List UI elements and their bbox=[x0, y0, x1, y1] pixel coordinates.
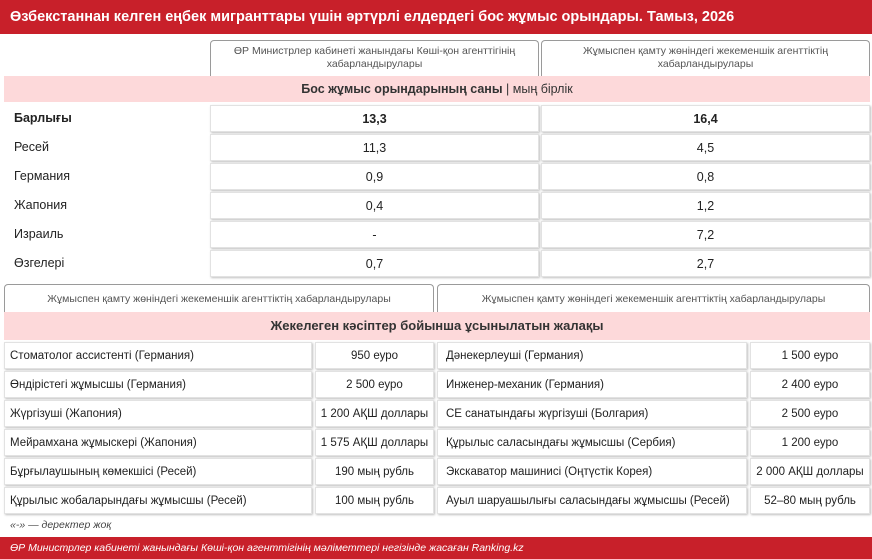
value-ministry: 0,7 bbox=[210, 250, 539, 277]
table-row bbox=[4, 428, 870, 457]
job-left: Мейрамхана жұмыскері (Жапония) bbox=[4, 429, 312, 456]
salary-left: 1 575 АҚШ доллары bbox=[315, 429, 434, 456]
table-row bbox=[4, 191, 870, 220]
value-private: 1,2 bbox=[541, 192, 870, 219]
job-right: Дәнекерлеуші (Германия) bbox=[437, 342, 747, 369]
band-unit: мың бірлік bbox=[512, 82, 573, 96]
band-title: Бос жұмыс орындарының саны bbox=[301, 82, 503, 96]
job-left: Жүргізуші (Жапония) bbox=[4, 400, 312, 427]
col-header-private-agency-left: Жұмыспен қамту жөніндегі жекеменшік агенттіктің хабарландырулары bbox=[4, 284, 434, 312]
row-label: Ресей bbox=[14, 140, 49, 154]
table-row bbox=[4, 249, 870, 278]
salary-right: 2 500 еуро bbox=[750, 400, 870, 427]
value-private: 4,5 bbox=[541, 134, 870, 161]
col-header-ministry: ӨР Министрлер кабинеті жанындағы Көші-қон агенттігінің хабарландырулары bbox=[210, 40, 539, 76]
salary-right: 1 200 еуро bbox=[750, 429, 870, 456]
table-row bbox=[4, 486, 870, 515]
salary-left: 190 мың рубль bbox=[315, 458, 434, 485]
salary-right: 1 500 еуро bbox=[750, 342, 870, 369]
row-label: Барлығы bbox=[14, 111, 72, 125]
value-ministry: - bbox=[210, 221, 539, 248]
row-label: Израиль bbox=[14, 227, 64, 241]
col-header-private-agency-right: Жұмыспен қамту жөніндегі жекеменшік агенттіктің хабарландырулары bbox=[437, 284, 870, 312]
salary-left: 950 еуро bbox=[315, 342, 434, 369]
job-right: Экскаватор машинисі (Оңтүстік Корея) bbox=[437, 458, 747, 485]
row-label: Жапония bbox=[14, 198, 68, 212]
table-row bbox=[4, 457, 870, 486]
value-private: 7,2 bbox=[541, 221, 870, 248]
salary-right: 2 000 АҚШ доллары bbox=[750, 458, 870, 485]
salary-left: 1 200 АҚШ доллары bbox=[315, 400, 434, 427]
value-ministry: 0,4 bbox=[210, 192, 539, 219]
source-bar: ӨР Министрлер кабинеті жанындағы Көші-қон агенттігінің мәліметтері негізінде жасаған Ranking.kz bbox=[0, 537, 872, 559]
job-left: Бұрғылаушының көмекшісі (Ресей) bbox=[4, 458, 312, 485]
salary-right: 52–80 мың рубль bbox=[750, 487, 870, 514]
table-row bbox=[4, 370, 870, 399]
value-private: 0,8 bbox=[541, 163, 870, 190]
table-row bbox=[4, 399, 870, 428]
col-header-private-agency: Жұмыспен қамту жөніндегі жекеменшік агенттіктің хабарландырулары bbox=[541, 40, 870, 76]
job-left: Стоматолог ассистенті (Германия) bbox=[4, 342, 312, 369]
value-private: 2,7 bbox=[541, 250, 870, 277]
salaries-band: Жекелеген кәсіптер бойынша ұсынылатын жалақы bbox=[4, 312, 870, 340]
value-ministry: 11,3 bbox=[210, 134, 539, 161]
value-ministry: 13,3 bbox=[210, 105, 539, 132]
row-label: Германия bbox=[14, 169, 71, 183]
table-row bbox=[4, 133, 870, 162]
job-right: Құрылыс саласындағы жұмысшы (Сербия) bbox=[437, 429, 747, 456]
job-left: Өндірістегі жұмысшы (Германия) bbox=[4, 371, 312, 398]
job-right: Инженер-механик (Германия) bbox=[437, 371, 747, 398]
page-title: Өзбекстаннан келген еңбек мигранттары үшін әртүрлі елдердегі бос жұмыс орындары. Тамыз, 2026 bbox=[0, 0, 872, 34]
table-row bbox=[4, 162, 870, 191]
job-right: Ауыл шаруашылығы саласындағы жұмысшы (Ресей) bbox=[437, 487, 747, 514]
value-private: 16,4 bbox=[541, 105, 870, 132]
salary-right: 2 400 еуро bbox=[750, 371, 870, 398]
value-ministry: 0,9 bbox=[210, 163, 539, 190]
vacancies-band bbox=[4, 76, 870, 102]
table-row bbox=[4, 104, 870, 133]
row-label: Өзгелері bbox=[14, 256, 65, 270]
table-row bbox=[4, 341, 870, 370]
job-left: Құрылыс жобаларындағы жұмысшы (Ресей) bbox=[4, 487, 312, 514]
job-right: СЕ санатындағы жүргізуші (Болгария) bbox=[437, 400, 747, 427]
band-separator: | bbox=[506, 82, 513, 96]
table-row bbox=[4, 220, 870, 249]
salary-left: 2 500 еуро bbox=[315, 371, 434, 398]
footnote: «-» — деректер жоқ bbox=[10, 519, 112, 531]
salary-left: 100 мың рубль bbox=[315, 487, 434, 514]
